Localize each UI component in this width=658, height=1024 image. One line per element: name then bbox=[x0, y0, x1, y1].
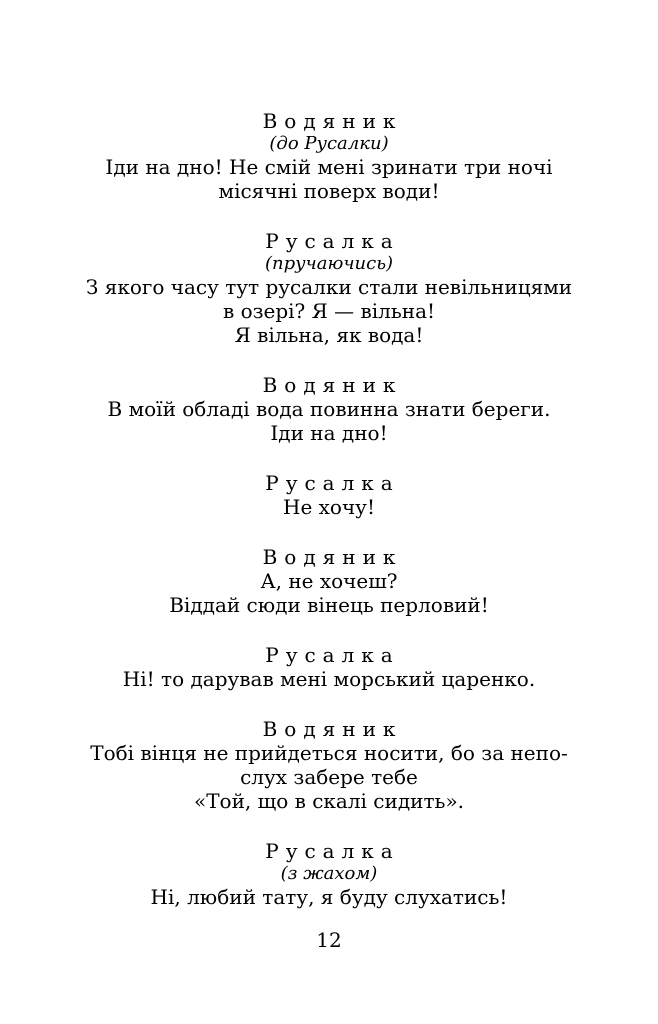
dialogue-line: Я вільна, як вода! bbox=[234, 323, 424, 347]
dialogue-line: слух забере тебе bbox=[240, 765, 418, 789]
dialogue-block bbox=[0, 229, 658, 347]
dialogue-line: Віддай сюди вінець перловий! bbox=[169, 593, 489, 617]
dialogue-block bbox=[0, 839, 658, 909]
dialogue-block bbox=[0, 373, 658, 445]
dialogue-block bbox=[0, 717, 658, 813]
speaker-name: Русалка bbox=[265, 229, 400, 253]
dialogue-block bbox=[0, 109, 658, 203]
dialogue-line: В моїй обладі вода повинна знати береги. bbox=[107, 397, 551, 421]
dialogue-line: Ні, любий тату, я буду слухатись! bbox=[150, 885, 508, 909]
dialogue-line: Іди на дно! Не смій мені зринати три ночі bbox=[105, 155, 553, 179]
dialogue-line: Тобі вінця не прийдеться носити, бо за непо- bbox=[90, 741, 568, 765]
stage-direction: (пручаючись) bbox=[264, 253, 394, 274]
speaker-name: Водяник bbox=[262, 545, 403, 569]
dialogue-line: Іди на дно! bbox=[270, 421, 388, 445]
dialogue-block bbox=[0, 471, 658, 519]
speaker-name: Русалка bbox=[265, 839, 400, 863]
dialogue-line: Не хочу! bbox=[283, 495, 375, 519]
dialogue-block bbox=[0, 643, 658, 691]
page-number: 12 bbox=[316, 928, 342, 952]
stage-direction: (до Русалки) bbox=[269, 133, 389, 154]
dialogue-line: в озері? Я — вільна! bbox=[222, 299, 436, 323]
dialogue-line: Ні! то дарував мені морський царенко. bbox=[122, 667, 536, 691]
speaker-name: Русалка bbox=[265, 643, 400, 667]
dialogue-block bbox=[0, 545, 658, 617]
stage-direction: (з жахом) bbox=[280, 863, 378, 884]
play-text bbox=[0, 109, 658, 935]
dialogue-line: А, не хочеш? bbox=[260, 569, 398, 593]
dialogue-line: «Той, що в скалі сидить». bbox=[193, 789, 465, 813]
speaker-name: Водяник bbox=[262, 717, 403, 741]
speaker-name: Русалка bbox=[265, 471, 400, 495]
speaker-name: Водяник bbox=[262, 373, 403, 397]
dialogue-line: З якого часу тут русалки стали невільницями bbox=[85, 275, 573, 299]
speaker-name: Водяник bbox=[262, 109, 403, 133]
dialogue-line: місячні поверх води! bbox=[218, 179, 440, 203]
